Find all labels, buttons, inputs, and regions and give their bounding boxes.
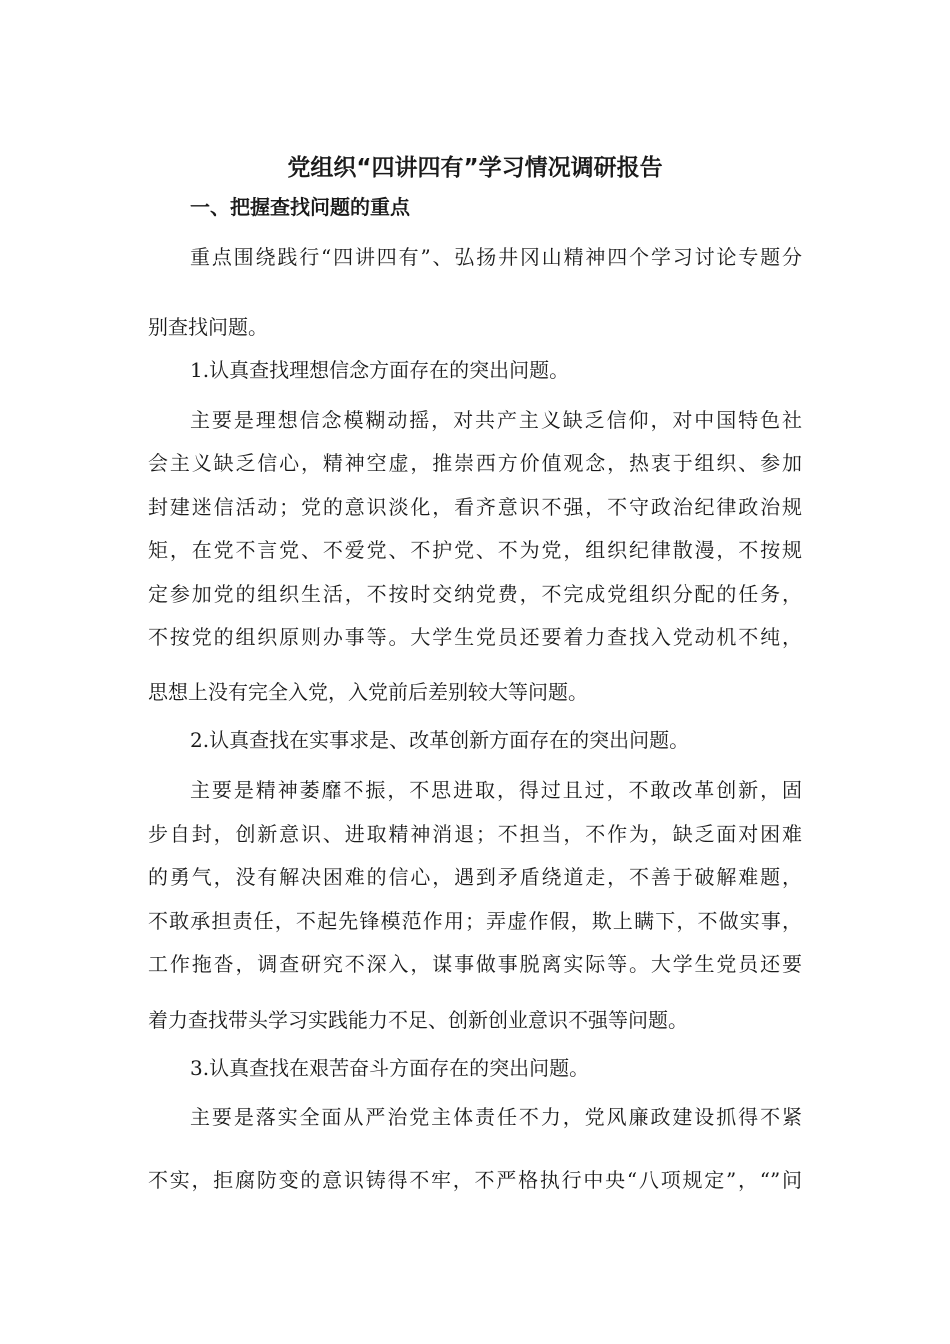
numbered-item: 3.认真查找在艰苦奋斗方面存在的突出问题。	[190, 1056, 590, 1080]
section-heading: 一、把握查找问题的重点	[190, 195, 410, 219]
paragraph-line: 思想上没有完全入党，入党前后差别较大等问题。	[148, 680, 588, 704]
paragraph-line: 步自封，创新意识、进取精神消退；不担当，不作为，缺乏面对困难	[148, 822, 802, 846]
paragraph-line: 不按党的组织原则办事等。大学生党员还要着力查找入党动机不纯，	[148, 625, 802, 649]
paragraph-line: 重点围绕践行“四讲四有”、弘扬井冈山精神四个学习讨论专题分	[190, 245, 802, 269]
paragraph-line: 封建迷信活动；党的意识淡化，看齐意识不强，不守政治纪律政治规	[148, 495, 802, 519]
paragraph-line: 主要是精神萎靡不振，不思进取，得过且过，不敢改革创新，固	[190, 778, 802, 802]
page-title: 党组织“四讲四有”学习情况调研报告	[287, 155, 663, 181]
paragraph-line: 矩，在党不言党、不爱党、不护党、不为党，组织纪律散漫，不按规	[148, 538, 802, 562]
paragraph-line: 工作拖沓，调查研究不深入，谋事做事脱离实际等。大学生党员还要	[148, 952, 802, 976]
paragraph-line: 别查找问题。	[148, 315, 268, 339]
paragraph-line: 不敢承担责任，不起先锋模范作用；弄虚作假，欺上瞒下，不做实事，	[148, 909, 802, 933]
paragraph-line: 着力查找带头学习实践能力不足、创新创业意识不强等问题。	[148, 1008, 688, 1032]
paragraph-line: 主要是落实全面从严治党主体责任不力，党风廉政建设抓得不紧	[190, 1105, 802, 1129]
paragraph-line: 会主义缺乏信心，精神空虚，推崇西方价值观念，热衷于组织、参加	[148, 451, 802, 475]
numbered-item: 1.认真查找理想信念方面存在的突出问题。	[190, 358, 570, 382]
paragraph-line: 的勇气，没有解决困难的信心，遇到矛盾绕道走，不善于破解难题，	[148, 865, 802, 889]
numbered-item: 2.认真查找在实事求是、改革创新方面存在的突出问题。	[190, 728, 690, 752]
paragraph-line: 定参加党的组织生活，不按时交纳党费，不完成党组织分配的任务，	[148, 582, 802, 606]
paragraph-line: 不实，拒腐防变的意识铸得不牢，不严格执行中央“八项规定”，“”问	[148, 1168, 802, 1192]
paragraph-line: 主要是理想信念模糊动摇，对共产主义缺乏信仰，对中国特色社	[190, 408, 802, 432]
